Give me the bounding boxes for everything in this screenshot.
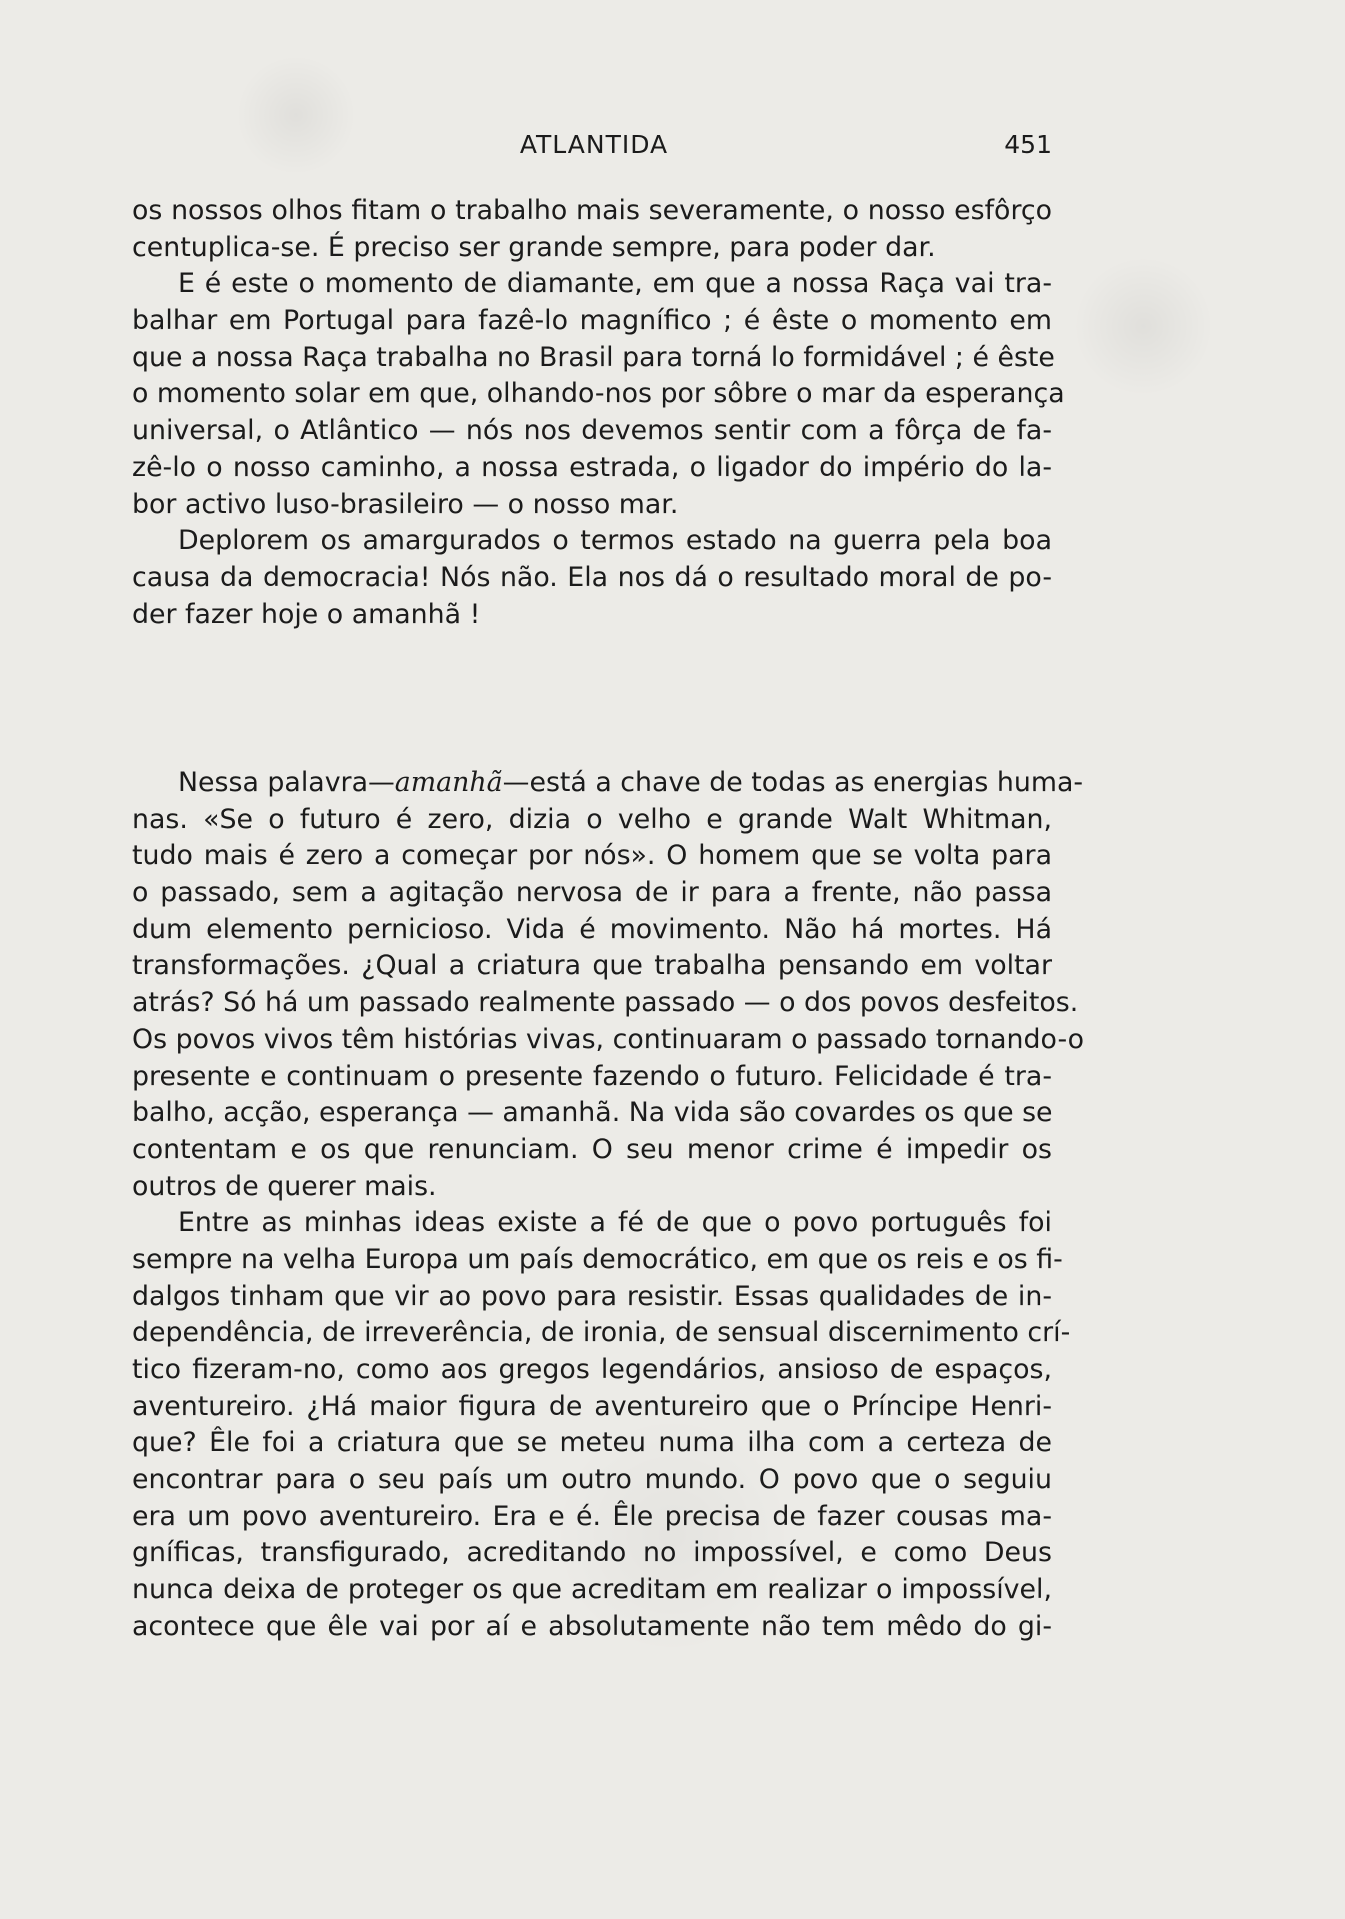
text-line: E é este o momento de diamante, em que a nossa Raça vai tra- [178, 268, 1052, 300]
text-line: centuplica-se. É preciso ser grande sempre, para poder dar. [132, 231, 936, 263]
text-line: gníficas, transfigurado, acreditando no impossível, e como Deus [132, 1537, 1052, 1569]
text-line: outros de querer mais. [132, 1170, 437, 1202]
text-line: dalgos tinham que vir ao povo para resistir. Essas qualidades de in- [132, 1280, 1052, 1312]
text-fragment: Nessa palavra— [178, 767, 395, 798]
text-line: tudo mais é zero a começar por nós». O homem que se volta para [132, 840, 1052, 872]
text-line: aventureiro. ¿Há maior figura de aventureiro que o Príncipe Henri- [132, 1390, 1052, 1422]
running-header [130, 130, 1058, 170]
text-line: tico fizeram-no, como aos gregos legendários, ansioso de espaços, [132, 1354, 1052, 1385]
text-line: contentam e os que renunciam. O seu menor crime é impedir os [132, 1133, 1052, 1165]
text-block-lower [132, 765, 1085, 1646]
text-line: dum elemento pernicioso. Vida é movimento. Não há mortes. Há [132, 913, 1052, 945]
text-fragment: —está a chave de todas as energias huma- [502, 767, 1084, 798]
page-number: 451 [1004, 130, 1052, 159]
running-title: ATLANTIDA [519, 130, 669, 159]
text-line: acontece que êle vai por aí e absolutamente não tem mêdo do gi- [132, 1610, 1052, 1642]
text-line: atrás? Só há um passado realmente passado — o dos povos desfeitos. [132, 987, 1079, 1019]
text-line: universal, o Atlântico — nós nos devemos sentir com a fôrça de fa- [132, 415, 1052, 447]
text-line: sempre na velha Europa um país democrático, em que os reis e os fi- [132, 1243, 1063, 1275]
text-line: que? Êle foi a criatura que se meteu numa ilha com a certeza de [132, 1427, 1052, 1459]
text-line: encontrar para o seu país um outro mundo. O povo que o seguiu [132, 1464, 1052, 1496]
text-line: presente e continuam o presente fazendo o futuro. Felicidade é tra- [132, 1060, 1052, 1092]
text-line: balho, acção, esperança — amanhã. Na vida são covardes os que se [132, 1097, 1053, 1129]
text-line: o momento solar em que, olhando-nos por sôbre o mar da esperança [132, 378, 1065, 410]
text-line: o passado, sem a agitação nervosa de ir para a frente, não passa [132, 877, 1052, 909]
text-line: que a nossa Raça trabalha no Brasil para torná lo formidável ; é êste [132, 341, 1055, 373]
text-line: causa da democracia! Nós não. Ela nos dá o resultado moral de po- [132, 561, 1052, 593]
text-line: Deplorem os amargurados o termos estado na guerra pela boa [178, 525, 1052, 557]
text-line: os nossos olhos fitam o trabalho mais severamente, o nosso esfôrço [132, 195, 1052, 226]
emphasized-word: amanhã [394, 767, 503, 798]
text-line: Os povos vivos têm histórias vivas, continuaram o passado tornando-o [132, 1023, 1085, 1055]
text-line: transformações. ¿Qual a criatura que trabalha pensando em voltar [132, 950, 1052, 982]
text-line: nas. «Se o futuro é zero, dizia o velho e grande Walt Whitman, [132, 803, 1052, 835]
text-line: dependência, de irreverência, de ironia, de sensual discernimento crí- [132, 1317, 1071, 1349]
text-line: Entre as minhas ideas existe a fé de que o povo português foi [178, 1207, 1052, 1239]
text-line: era um povo aventureiro. Era e é. Êle precisa de fazer cousas ma- [132, 1500, 1052, 1532]
text-line: zê-lo o nosso caminho, a nossa estrada, o ligador do império do la- [132, 451, 1052, 483]
text-line: nunca deixa de proteger os que acreditam em realizar o impossível, [132, 1574, 1052, 1606]
text-line-with-emphasis [132, 765, 1084, 802]
text-line: bor activo luso-brasileiro — o nosso mar. [132, 488, 679, 520]
text-line: balhar em Portugal para fazê-lo magnífico ; é êste o momento em [132, 305, 1052, 337]
text-line: der fazer hoje o amanhã ! [132, 598, 481, 630]
text-block-upper [132, 193, 1065, 633]
